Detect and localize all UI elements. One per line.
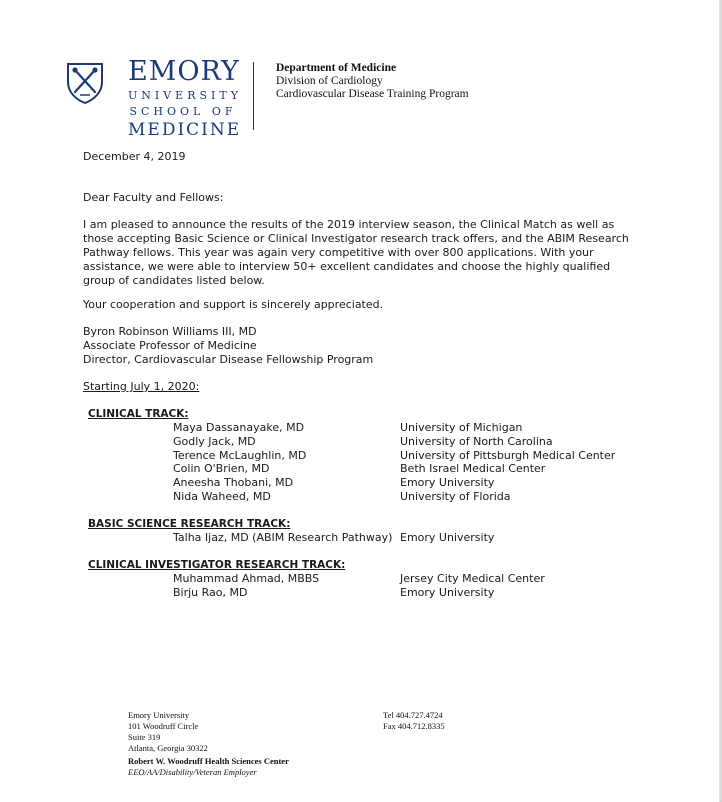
fellow-institution: University of Michigan [400, 421, 523, 434]
footer-address [128, 710, 289, 778]
fellow-institution: Beth Israel Medical Center [400, 462, 546, 475]
fellow-row [0, 586, 722, 600]
footer-contact [383, 710, 445, 732]
fellow-row [0, 421, 722, 435]
footer-fax: Fax 404.712.8335 [383, 721, 445, 731]
emory-shield-icon [66, 62, 104, 104]
letter-date: December 4, 2019 [83, 150, 186, 163]
fellow-institution: Emory University [400, 476, 495, 489]
footer-tel: Tel 404.727.4724 [383, 710, 443, 720]
signer-role: Director, Cardiovascular Disease Fellowship Program [83, 353, 374, 366]
fellow-name: Aneesha Thobani, MD [173, 476, 294, 489]
starting-date-heading: Starting July 1, 2020: [83, 380, 200, 393]
logo-school-of: SCHOOL OF [129, 105, 237, 118]
signature-block [83, 325, 373, 367]
letterhead-divider [253, 62, 254, 130]
fellow-institution: Emory University [400, 586, 495, 599]
fellow-row [0, 531, 722, 545]
footer-center: Robert W. Woodruff Health Sciences Center [128, 756, 289, 766]
footer-address-line: 101 Woodruff Circle [128, 721, 199, 731]
emory-wordmark [128, 56, 242, 140]
program-name: Cardiovascular Disease Training Program [276, 88, 469, 100]
fellow-name: Colin O'Brien, MD [173, 462, 270, 475]
fellow-name: Godly Jack, MD [173, 435, 256, 448]
fellow-institution: University of Pittsburgh Medical Center [400, 449, 616, 462]
division-name: Division of Cardiology [276, 75, 383, 87]
logo-emory: EMORY [128, 56, 240, 87]
fellow-row [0, 462, 722, 476]
fellow-name: Birju Rao, MD [173, 586, 248, 599]
fellow-institution: University of Florida [400, 490, 511, 503]
logo-university: UNIVERSITY [128, 89, 242, 102]
basic-science-track-title: BASIC SCIENCE RESEARCH TRACK: [88, 518, 291, 530]
salutation: Dear Faculty and Fellows: [83, 191, 224, 204]
fellow-institution: Emory University [400, 531, 495, 544]
fellow-name: Maya Dassanayake, MD [173, 421, 305, 434]
fellow-name: Talha Ijaz, MD (ABIM Research Pathway) [173, 531, 393, 544]
fellow-row [0, 490, 722, 504]
fellow-row [0, 435, 722, 449]
department-block [276, 62, 469, 101]
footer-eeo: EEO/AA/Disability/Veteran Employer [128, 767, 257, 777]
clinical-track-title: CLINICAL TRACK: [88, 408, 189, 420]
logo-medicine: MEDICINE [128, 120, 242, 140]
signer-name: Byron Robinson Williams III, MD [83, 325, 257, 338]
fellow-name: Terence McLaughlin, MD [173, 449, 307, 462]
intro-paragraph: I am pleased to announce the results of the 2019 interview season, the Clinical Match as well as those accepting Basic Science or Clinical Investigator research track offers, and the ABIM Research Pathway fellows. This year was again very competitive with over 800 applications. With your assistance, we were able to interview 50+ excellent candidates and choose the highly qualified group of candidates listed below. [83, 218, 629, 287]
fellow-row [0, 476, 722, 490]
footer-address-line: Atlanta, Georgia 30322 [128, 743, 208, 753]
clinical-investigator-track-title: CLINICAL INVESTIGATOR RESEARCH TRACK: [88, 559, 346, 571]
appreciation-paragraph: Your cooperation and support is sincerely appreciated. [83, 298, 384, 311]
fellow-row [0, 572, 722, 586]
footer-address-line: Suite 319 [128, 732, 161, 742]
department-name: Department of Medicine [276, 62, 397, 74]
footer-org: Emory University [128, 710, 190, 720]
fellow-row [0, 449, 722, 463]
fellow-name: Nida Waheed, MD [173, 490, 271, 503]
fellow-institution: University of North Carolina [400, 435, 553, 448]
fellow-institution: Jersey City Medical Center [400, 572, 545, 585]
fellow-name: Muhammad Ahmad, MBBS [173, 572, 320, 585]
signer-title: Associate Professor of Medicine [83, 339, 257, 352]
